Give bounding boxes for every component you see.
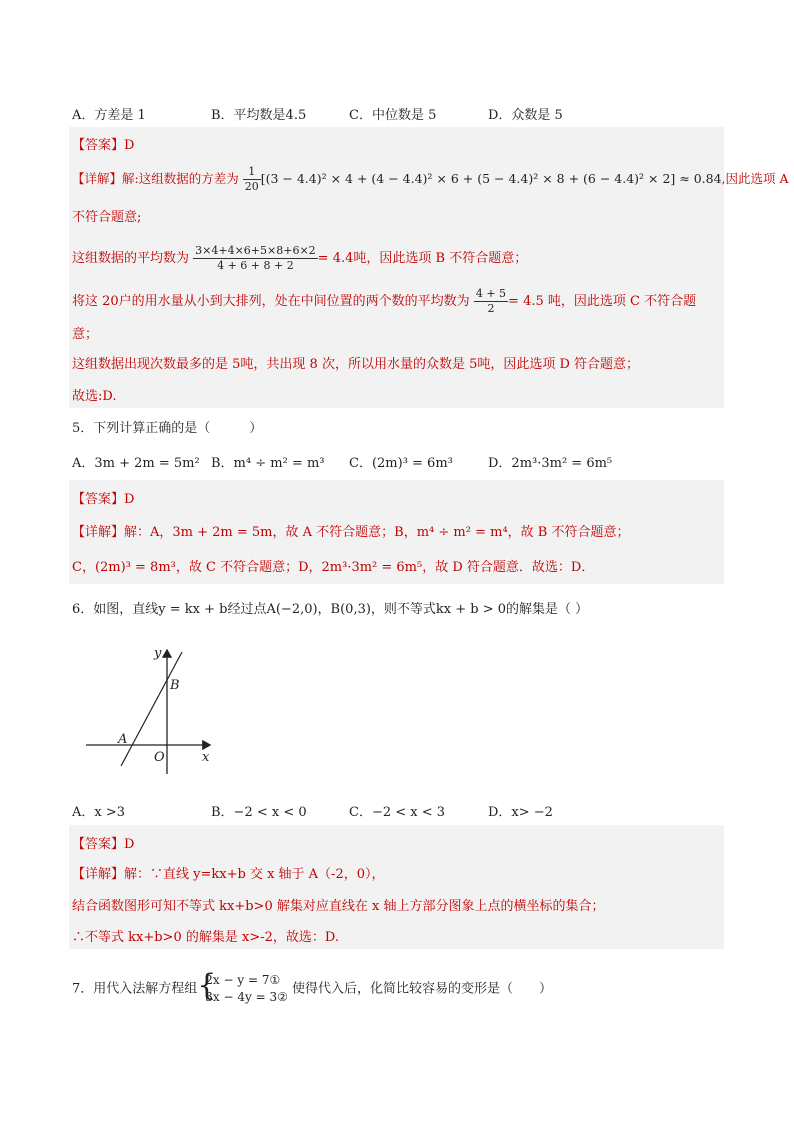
q4-detail-line6: 这组数据出现次数最多的是 5吨，共出现 8 次，所以用水量的众数是 5吨，因此选项 D 符合题意；: [72, 357, 640, 372]
answer-value: D: [124, 138, 135, 153]
y-axis-label: y: [154, 646, 162, 661]
answer-value: D: [124, 837, 135, 852]
q4-option-b: B．平均数是4.5: [211, 108, 307, 123]
q6-stem: 6．如图，直线y = kx + b经过点A(−2,0)，B(0,3)，则不等式kx + b > 0的解集是（ ）: [72, 602, 589, 617]
q5-option-a: A．3m + 2m = 5m²: [72, 456, 200, 471]
q5-option-c: C．(2m)³ = 6m³: [349, 456, 453, 471]
q7-equation-system: { 2x − y = 7① 3x − 4y = 3②: [197, 968, 288, 1004]
q6-option-b: B．−2 < x < 0: [211, 805, 307, 820]
q4-detail-line4: 将这 20户的用水量从小到大排列，处在中间位置的两个数的平均数为 $\frac{4 + 5}{2}$ = 4.5 吨，因此选项 C 不符合题: [72, 287, 697, 315]
answer-tag: 【答案】: [72, 492, 125, 507]
origin-label: O: [154, 750, 165, 765]
detail-tag: 【详解】: [72, 525, 125, 540]
q4-variance-expr: [(3 − 4.4)² × 4 + (4 − 4.4)² × 6 + (5 − 4.4)² × 8 + (6 − 4.4)² × 2] ≈ 0.84: [260, 171, 722, 186]
q4-option-d: D．众数是 5: [488, 108, 563, 123]
q4-frac-1: $\frac{1}{20}$: [244, 165, 259, 193]
q6-detail-line1: 【详解】解：∵直线 y=kx+b 交 x 轴于 A（-2，0），: [72, 867, 385, 882]
q4-detail-line7: 故选:D.: [72, 389, 117, 404]
q4-frac-2: $\frac{3\times 4+4\times 6+5\times 8+6\times 2}{4 + 6 + 8 + 2}$: [195, 244, 316, 272]
q6-option-c: C．−2 < x < 3: [349, 805, 446, 820]
x-axis-label: x: [202, 750, 210, 765]
brace-icon: {: [197, 968, 217, 1003]
q6-graph: [80, 640, 220, 780]
q7-stem: 7．用代入法解方程组 { 2x − y = 7① 3x − 4y = 3② 使得代入后，化简比较容易的变形是（ ）: [72, 968, 553, 1004]
q4-option-a: A．方差是 1: [72, 108, 146, 123]
answer-tag: 【答案】: [72, 138, 125, 153]
q4-detail-line5: 意；: [72, 327, 99, 342]
q5-option-d: D．2m³·3m² = 6m⁵: [488, 456, 613, 471]
detail-tag: 【详解】: [72, 867, 125, 882]
point-b-label: B: [170, 678, 180, 693]
q5-detail-line1: 【详解】解：A，3m + 2m = 5m，故 A 不符合题意；B，m⁴ ÷ m² = m⁴，故 B 不符合题意；: [72, 525, 630, 540]
q5-stem: 5．下列计算正确的是（ ）: [72, 421, 263, 436]
q4-line1-prefix: 解:这组数据的方差为: [122, 171, 239, 186]
q6-answer-line: [72, 833, 134, 852]
q4-option-c: C．中位数是 5: [349, 108, 437, 123]
q5-option-b: B．m⁴ ÷ m² = m³: [211, 456, 325, 471]
q6-option-a: A．x >3: [72, 805, 126, 820]
answer-value: D: [124, 492, 135, 507]
q5-answer-line: [72, 488, 134, 507]
q4-detail-line2: 不符合题意;: [72, 210, 142, 225]
q4-answer-line: [72, 134, 134, 153]
q6-detail-line2: 结合函数图形可知不等式 kx+b>0 解集对应直线在 x 轴上方部分图象上点的横坐标的集合；: [72, 899, 605, 914]
q5-detail-line2: C，(2m)³ = 8m³，故 C 不符合题意；D，2m³·3m² = 6m⁵，故 D 符合题意．故选：D．: [72, 560, 595, 575]
point-a-label: A: [118, 732, 128, 747]
q6-option-d: D．x> −2: [488, 805, 553, 820]
answer-tag: 【答案】: [72, 837, 125, 852]
q4-line1-suffix: ,因此选项 A: [721, 171, 789, 186]
q4-frac-3: $\frac{4 + 5}{2}$: [475, 287, 507, 315]
q4-detail-line1: [72, 165, 789, 194]
line-y-kx-b: [121, 652, 182, 766]
q6-detail-line3: ∴不等式 kx+b>0 的解集是 x>-2，故选：D.: [72, 930, 339, 945]
detail-tag: 【详解】: [72, 171, 123, 186]
q4-detail-line3: 这组数据的平均数为 $\frac{3\times 4+4\times 6+5\times 8+6\times 2}{4 + 6 + 8 + 2}$ = 4.4吨，因此选项 B 不符合题意；: [72, 244, 528, 272]
